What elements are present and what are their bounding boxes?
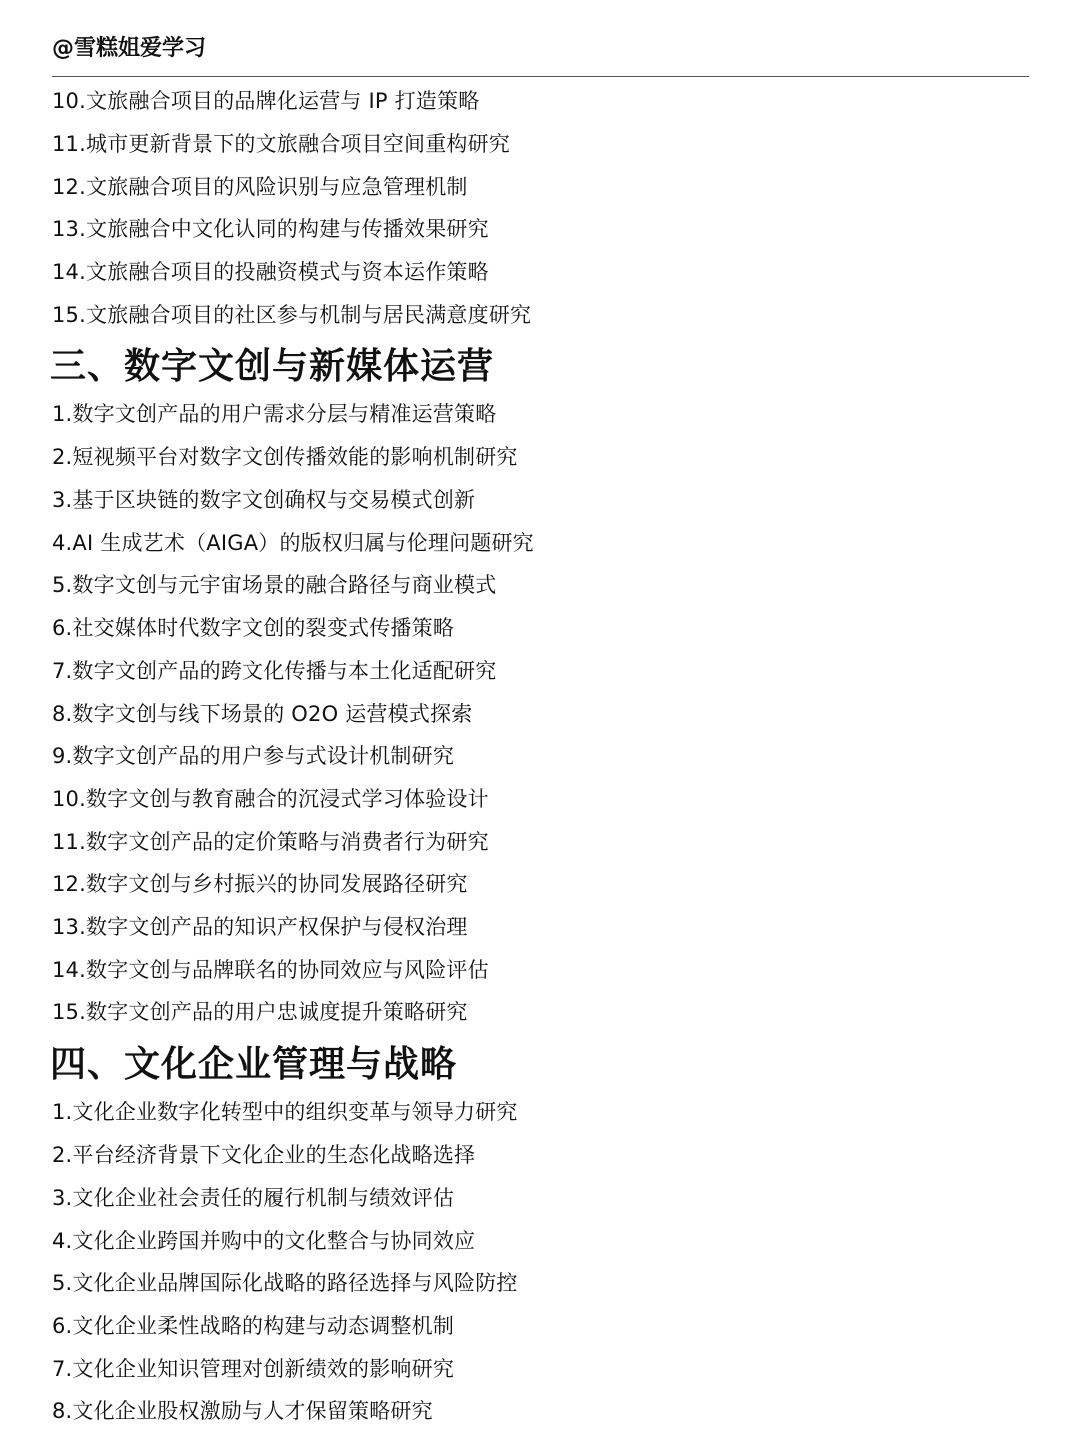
list-item: 3.基于区块链的数字文创确权与交易模式创新 xyxy=(52,488,476,512)
list-item: 4.AI 生成艺术（AIGA）的版权归属与伦理问题研究 xyxy=(52,531,534,555)
section-heading: 四、文化企业管理与战略 xyxy=(50,1044,458,1085)
list-item: 13.文旅融合中文化认同的构建与传播效果研究 xyxy=(52,217,489,241)
list-item: 15.文旅融合项目的社区参与机制与居民满意度研究 xyxy=(52,303,532,327)
list-item: 15.数字文创产品的用户忠诚度提升策略研究 xyxy=(52,1000,468,1024)
author-handle: @雪糕姐爱学习 xyxy=(52,36,207,61)
list-item: 4.文化企业跨国并购中的文化整合与协同效应 xyxy=(52,1229,476,1253)
list-item: 1.数字文创产品的用户需求分层与精准运营策略 xyxy=(52,402,497,426)
list-item: 14.数字文创与品牌联名的协同效应与风险评估 xyxy=(52,958,489,982)
list-item: 3.文化企业社会责任的履行机制与绩效评估 xyxy=(52,1186,455,1210)
list-item: 11.数字文创产品的定价策略与消费者行为研究 xyxy=(52,830,489,854)
list-item: 7.文化企业知识管理对创新绩效的影响研究 xyxy=(52,1357,455,1381)
list-item: 11.城市更新背景下的文旅融合项目空间重构研究 xyxy=(52,132,510,156)
list-item: 10.数字文创与教育融合的沉浸式学习体验设计 xyxy=(52,787,489,811)
list-item: 10.文旅融合项目的品牌化运营与 IP 打造策略 xyxy=(52,89,480,113)
list-item: 5.数字文创与元宇宙场景的融合路径与商业模式 xyxy=(52,573,497,597)
list-item: 12.数字文创与乡村振兴的协同发展路径研究 xyxy=(52,872,468,896)
list-item: 8.数字文创与线下场景的 O2O 运营模式探索 xyxy=(52,702,473,726)
section-heading: 三、数字文创与新媒体运营 xyxy=(50,346,495,387)
list-item: 5.文化企业品牌国际化战略的路径选择与风险防控 xyxy=(52,1271,518,1295)
list-item: 9.数字文创产品的用户参与式设计机制研究 xyxy=(52,744,455,768)
list-item: 2.短视频平台对数字文创传播效能的影响机制研究 xyxy=(52,445,518,469)
list-item: 12.文旅融合项目的风险识别与应急管理机制 xyxy=(52,175,468,199)
list-item: 6.文化企业柔性战略的构建与动态调整机制 xyxy=(52,1314,455,1338)
list-item: 1.文化企业数字化转型中的组织变革与领导力研究 xyxy=(52,1100,518,1124)
list-item: 8.文化企业股权激励与人才保留策略研究 xyxy=(52,1399,433,1423)
list-item: 6.社交媒体时代数字文创的裂变式传播策略 xyxy=(52,616,455,640)
list-item: 14.文旅融合项目的投融资模式与资本运作策略 xyxy=(52,260,489,284)
header-divider xyxy=(52,76,1029,77)
list-item: 7.数字文创产品的跨文化传播与本土化适配研究 xyxy=(52,659,497,683)
list-item: 13.数字文创产品的知识产权保护与侵权治理 xyxy=(52,915,468,939)
list-item: 2.平台经济背景下文化企业的生态化战略选择 xyxy=(52,1143,476,1167)
